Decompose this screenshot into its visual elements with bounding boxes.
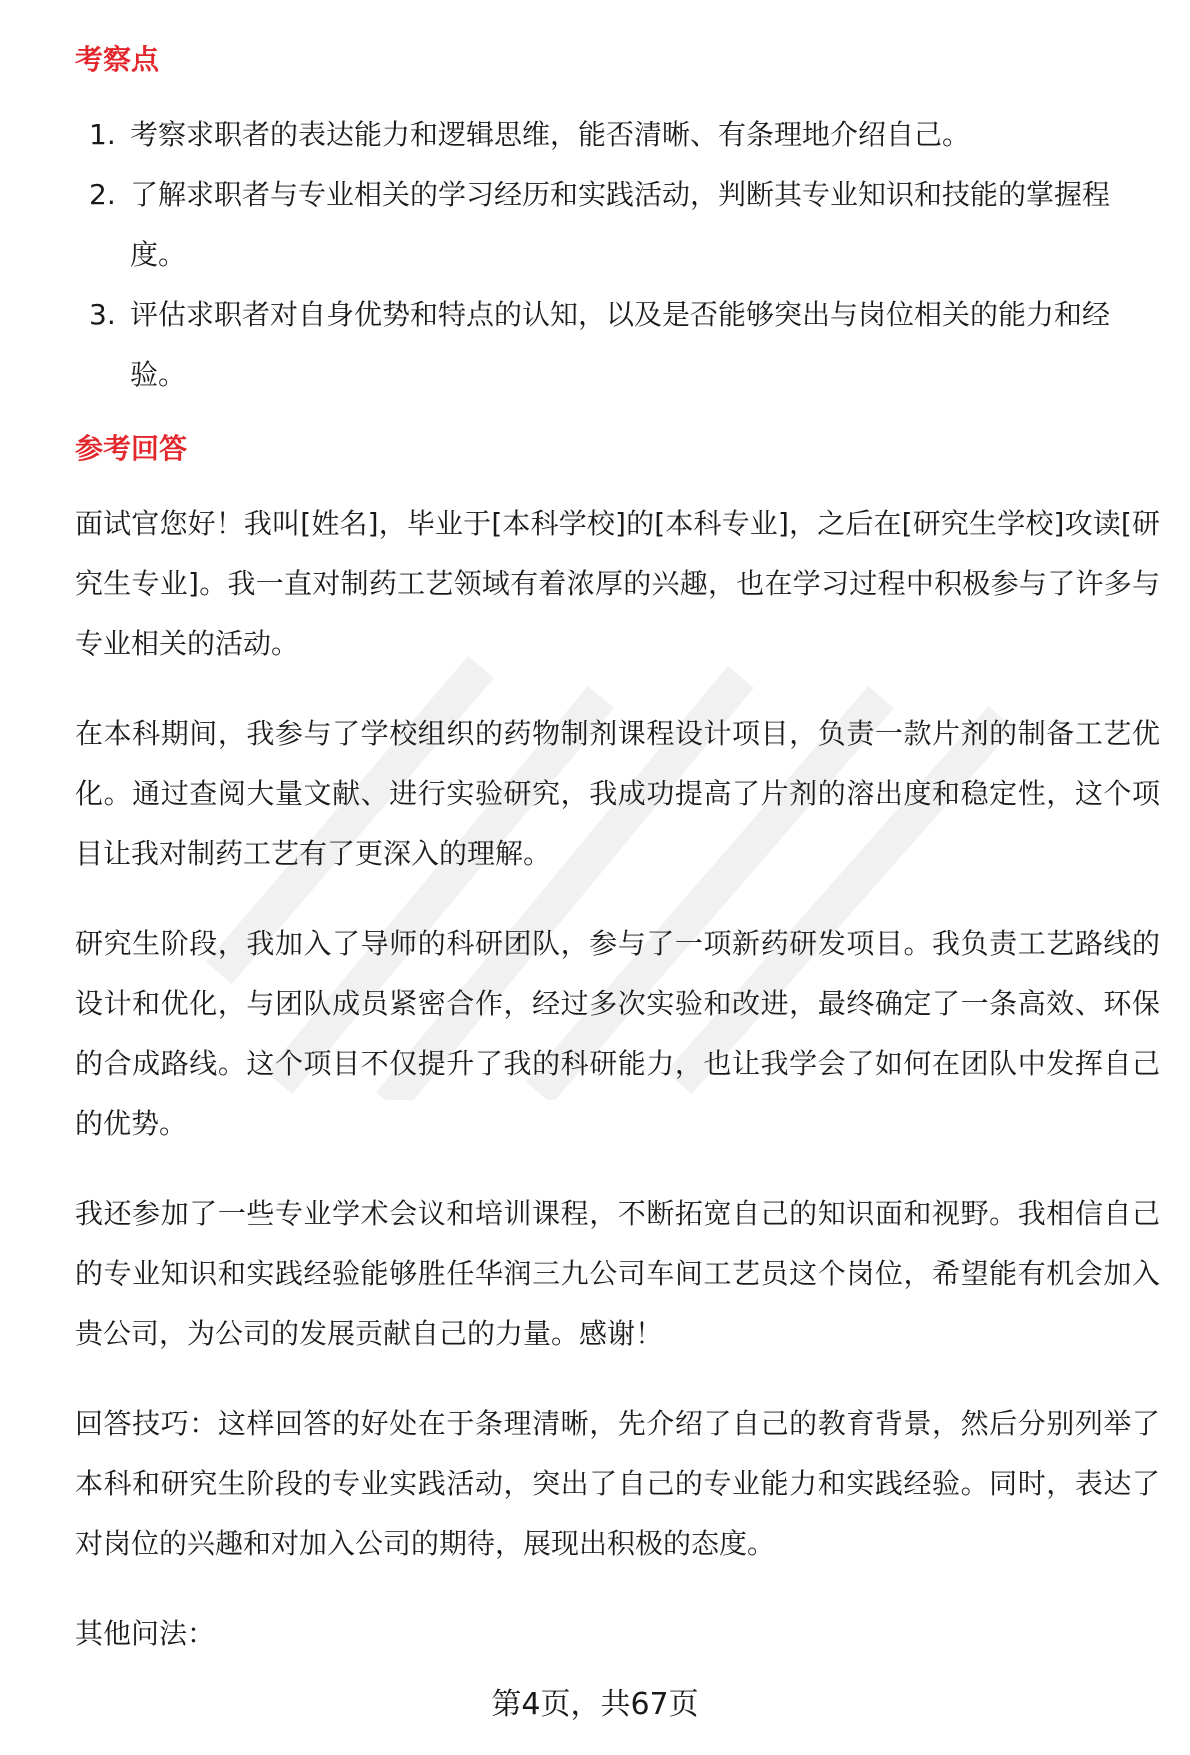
list-item-text: 了解求职者与专业相关的学习经历和实践活动，判断其专业知识和技能的掌握程度。 (130, 178, 1111, 272)
list-item-number: 2. (89, 178, 116, 212)
list-item-number: 3. (89, 298, 116, 332)
answer-paragraph-undergrad: 在本科期间，我参与了学校组织的药物制剂课程设计项目，负责一款片剂的制备工艺优化。通过查阅大量文献、进行实验研究，我成功提高了片剂的溶出度和稳定性，这个项目让我对制药工艺有了更深入的理解。 (75, 717, 1160, 871)
answer-paragraph-intro: 面试官您好！我叫[姓名]，毕业于[本科学校]的[本科专业]，之后在[研究生学校]攻读[研究生专业]。我一直对制药工艺领域有着浓厚的兴趣，也在学习过程中积极参与了许多与专业相关的活动。 (75, 507, 1160, 661)
list-item (75, 165, 1160, 285)
section-title-key-points: 考察点 (75, 43, 160, 76)
page-number-footer: 第4页，共67页 (491, 1687, 699, 1722)
list-item-number: 1. (89, 118, 116, 152)
list-item-text: 考察求职者的表达能力和逻辑思维，能否清晰、有条理地介绍自己。 (130, 118, 971, 152)
answer-paragraph-closing: 我还参加了一些专业学术会议和培训课程，不断拓宽自己的知识面和视野。我相信自己的专业知识和实践经验能够胜任华润三九公司车间工艺员这个岗位，希望能有机会加入贵公司，为公司的发展贡献自己的力量。感谢！ (75, 1197, 1160, 1351)
list-item-text: 评估求职者对自身优势和特点的认知，以及是否能够突出与岗位相关的能力和经验。 (130, 298, 1111, 392)
list-item (75, 105, 1160, 165)
section-title-reference-answer: 参考回答 (75, 432, 188, 466)
document-content (75, 40, 1160, 1664)
key-points-list (75, 105, 1160, 405)
answer-tips-paragraph: 回答技巧：这样回答的好处在于条理清晰，先介绍了自己的教育背景，然后分别列举了本科和研究生阶段的专业实践活动，突出了自己的专业能力和实践经验。同时，表达了对岗位的兴趣和对加入公司的期待，展现出积极的态度。 (75, 1407, 1160, 1561)
list-item (75, 285, 1160, 405)
answer-paragraph-graduate: 研究生阶段，我加入了导师的科研团队，参与了一项新药研发项目。我负责工艺路线的设计和优化，与团队成员紧密合作，经过多次实验和改进，最终确定了一条高效、环保的合成路线。这个项目不仅提升了我的科研能力，也让我学会了如何在团队中发挥自己的优势。 (75, 927, 1160, 1141)
other-questions-label: 其他问法： (75, 1617, 216, 1651)
